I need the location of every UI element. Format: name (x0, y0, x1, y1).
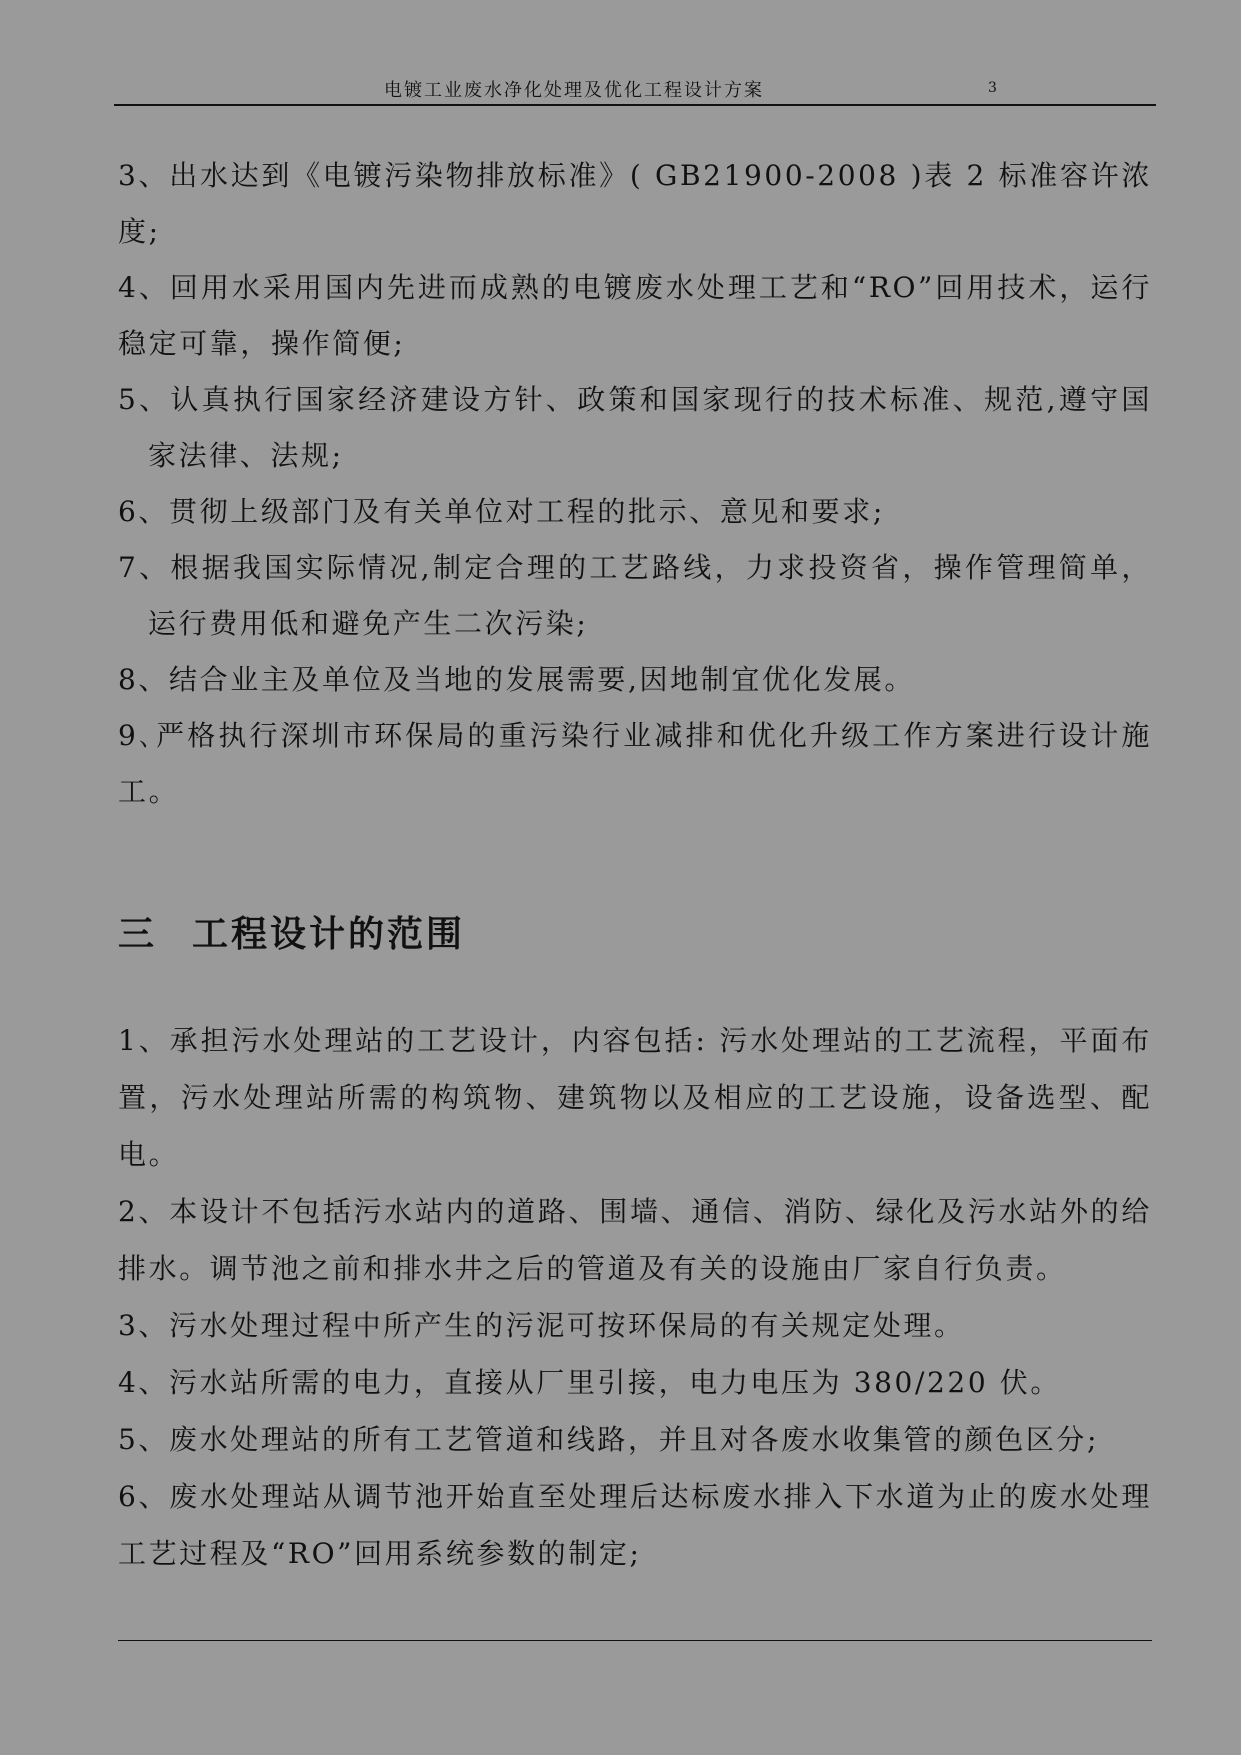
list-item: 6、贯彻上级部门及有关单位对工程的批示、意见和要求; (118, 495, 885, 528)
requirements-list (118, 148, 1152, 820)
list-item: 3、出水达到《电镀污染物排放标准》( GB21900-2008 )表 2 标准容许浓度; (118, 159, 1152, 248)
list-item: 8、结合业主及单位及当地的发展需要,因地制宜优化发展。 (118, 663, 915, 696)
list-item: 6、废水处理站从调节池开始直至处理后达标废水排入下水道为止的废水处理工艺过程及“RO”回用系统参数的制定; (118, 1480, 1152, 1570)
list-item: 2、本设计不包括污水站内的道路、围墙、通信、消防、绿化及污水站外的给排水。调节池之前和排水井之后的管道及有关的设施由厂家自行负责。 (118, 1195, 1152, 1285)
section-title: 工程设计的范围 (192, 914, 466, 955)
list-item: 3、污水处理过程中所产生的污泥可按环保局的有关规定处理。 (118, 1309, 965, 1342)
list-item: 5、认真执行国家经济建设方针、政策和国家现行的技术标准、规范,遵守国家法律、法规; (118, 383, 1152, 472)
list-item: 1、承担污水处理站的工艺设计，内容包括: 污水处理站的工艺流程，平面布置，污水处理站所需的构筑物、建筑物以及相应的工艺设施，设备选型、配电。 (118, 1024, 1152, 1171)
page-header (114, 70, 1156, 106)
scope-list (118, 1012, 1152, 1582)
section-heading (118, 906, 465, 957)
section-number: 三 (118, 914, 158, 955)
list-item: 9､严格执行深圳市环保局的重污染行业减排和优化升级工作方案进行设计施工。 (118, 719, 1152, 808)
list-item: 4、回用水采用国内先进而成熟的电镀废水处理工艺和“RO”回用技术，运行稳定可靠，操作简便; (118, 271, 1152, 360)
list-item: 5、废水处理站的所有工艺管道和线路，并且对各废水收集管的颜色区分; (118, 1423, 1100, 1456)
page-number: 3 (988, 80, 997, 96)
list-item: 7、根据我国实际情况,制定合理的工艺路线，力求投资省，操作管理简单，运行费用低和避免产生二次污染; (118, 551, 1152, 640)
list-item: 4、污水站所需的电力，直接从厂里引接，电力电压为 380/220 伏。 (118, 1366, 1061, 1399)
header-title: 电镀工业废水净化处理及优化工程设计方案 (384, 80, 764, 101)
footer-rule (118, 1640, 1152, 1641)
